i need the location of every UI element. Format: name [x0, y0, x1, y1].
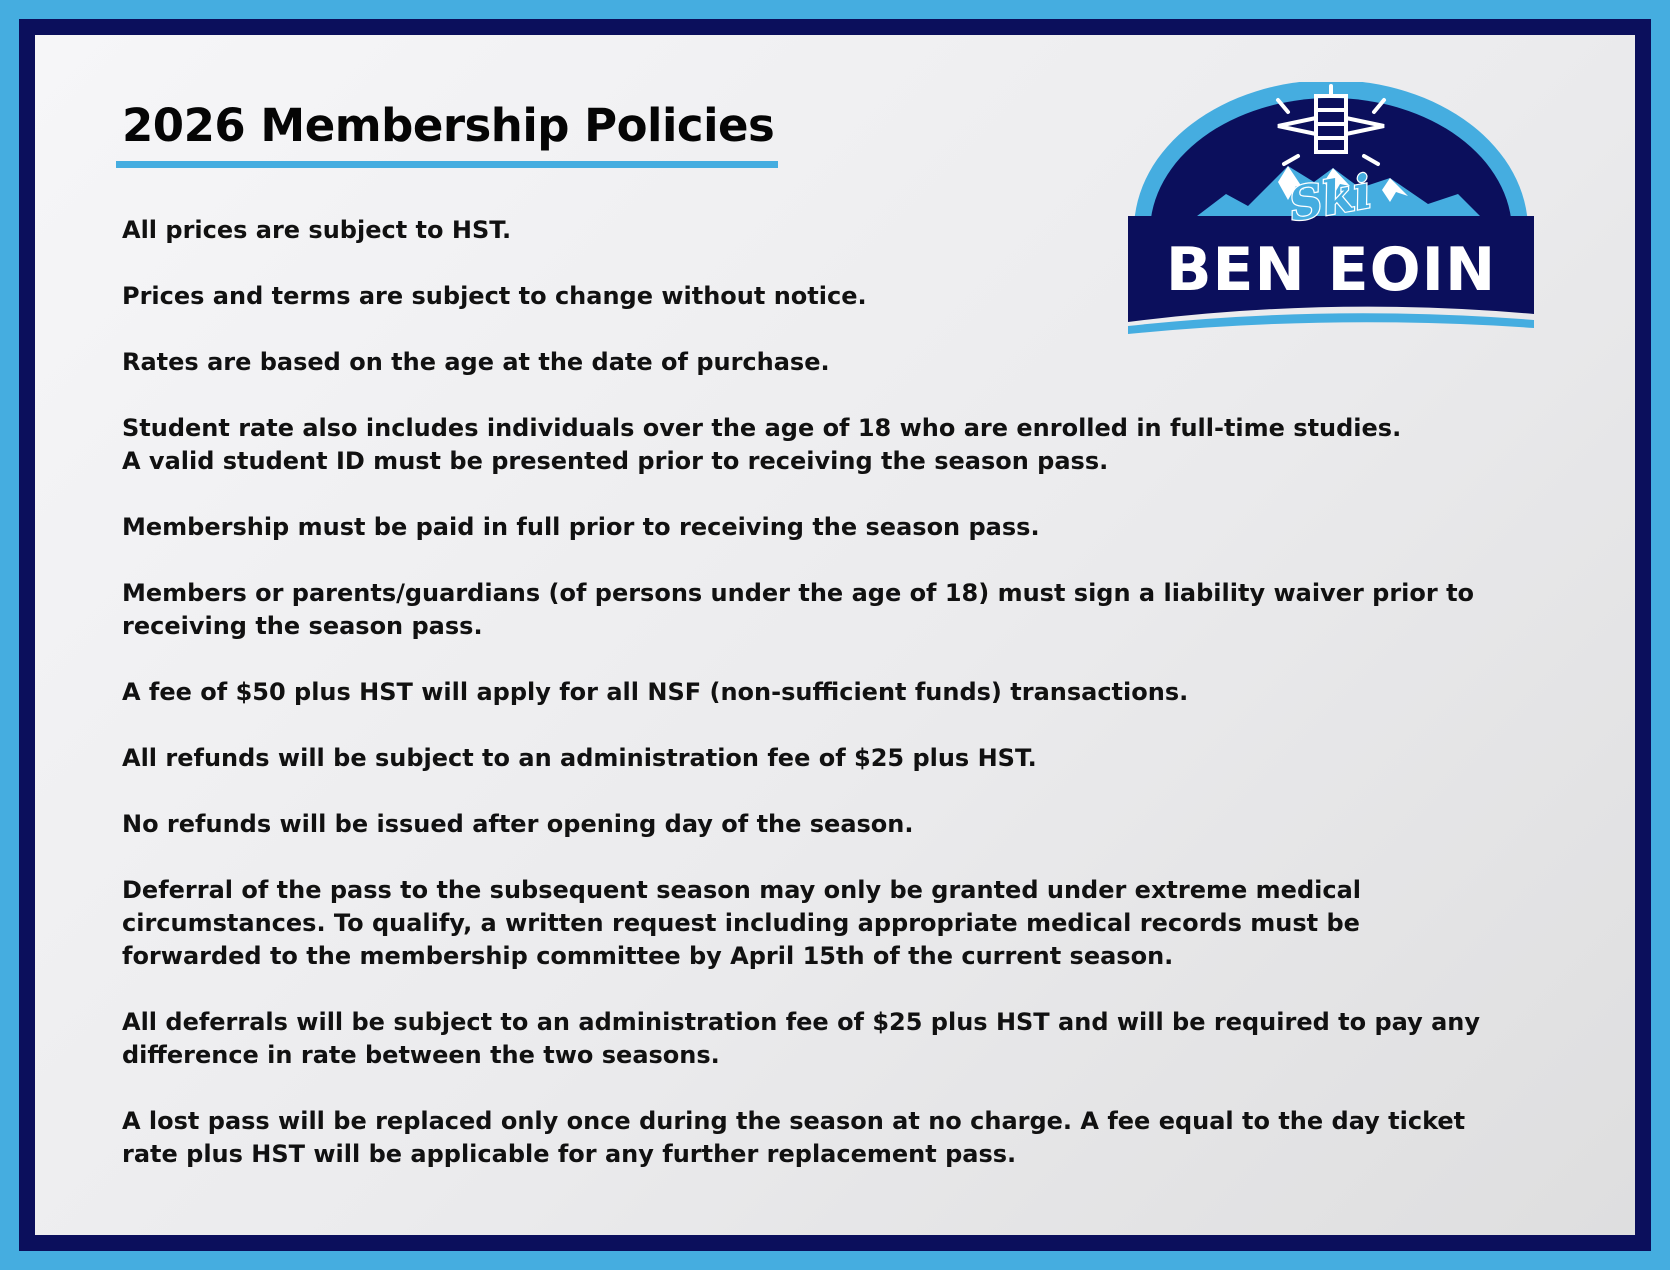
policy-payment: Membership must be paid in full prior to receiving the season pass.: [122, 513, 1040, 541]
policy-hst: All prices are subject to HST.: [122, 216, 512, 244]
policy-list: [122, 214, 1522, 1204]
policy-price-change: Prices and terms are subject to change without notice.: [122, 282, 867, 310]
policy-refund-fee: All refunds will be subject to an administration fee of $25 plus HST.: [122, 744, 1037, 772]
policy-nsf-fee: A fee of $50 plus HST will apply for all NSF (non-sufficient funds) transactions.: [122, 678, 1189, 706]
ski-ben-eoin-logo: [1128, 82, 1534, 348]
logo-script-text: Ski: [1284, 164, 1376, 232]
policy-deferral-fee: All deferrals will be subject to an administration fee of $25 plus HST and will be required to pay any difference in rate between the two seasons.: [122, 1008, 1481, 1069]
policy-lost-pass: A lost pass will be replaced only once during the season at no charge. A fee equal to the day ticket rate plus HST will be applicable for any further replacement pass.: [122, 1107, 1466, 1168]
logo-banner-stripe: [1128, 313, 1534, 334]
page-title: 2026 Membership Policies: [122, 99, 775, 152]
logo-name-text: BEN EOIN: [1165, 235, 1497, 305]
policy-waiver: Members or parents/guardians (of persons under the age of 18) must sign a liability waiver prior to receiving the season pass.: [122, 579, 1475, 640]
policy-student-rate: Student rate also includes individuals over the age of 18 who are enrolled in full-time studies. A valid student ID must be presented prior to receiving the season pass.: [122, 414, 1402, 475]
policy-no-refunds: No refunds will be issued after opening day of the season.: [122, 810, 914, 838]
policy-deferral: Deferral of the pass to the subsequent season may only be granted under extreme medical circumstances. To qualify, a written request including appropriate medical records must be forwarded to the membership committee by April 15th of the current season.: [122, 876, 1361, 970]
title-underline: [116, 161, 778, 168]
policy-age-rate: Rates are based on the age at the date of purchase.: [122, 348, 830, 376]
